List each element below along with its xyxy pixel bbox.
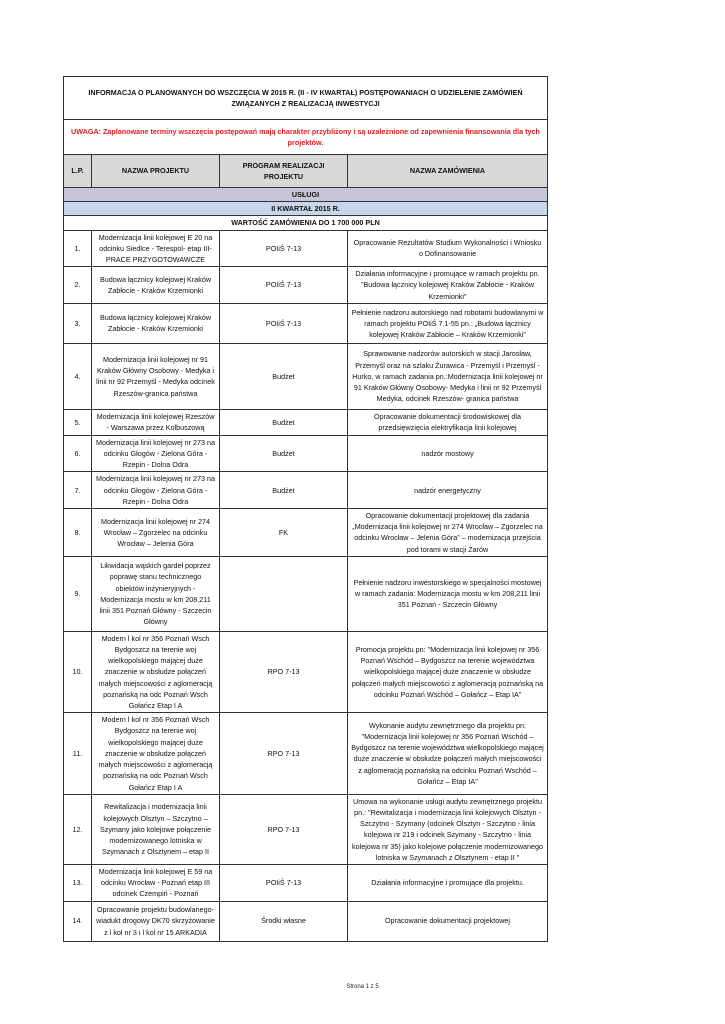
row-order-name: Pełnienie nadzoru autorskiego nad robotami budowlanymi w ramach projektu POIiŚ 7.1-55 pn.: „Budowa łącznicy kolejowej Kraków Zabłocie – Kraków Krzemionki” (348, 303, 548, 343)
column-header-order: NAZWA ZAMÓWIENIA (348, 155, 548, 188)
row-lp: 3. (64, 303, 92, 343)
row-program: Budżet (220, 409, 348, 435)
table-row (64, 435, 548, 472)
row-order-name: Sprawowanie nadzorów autorskich w stacji Jarosław, Przemyśl oraz na szlaku Żurawica - Przemyśl i Przemyśl - Hurko, w ramach zadania pn.:Modernizacja linii kolejowej nr 91 Kraków Główny Osobowy- Medyka i linii nr 92 Przemyśl Medyka, odcinek Rzeszów- granica państwa (348, 343, 548, 409)
row-order-name: Opracowanie dokumentacji projektowej (348, 901, 548, 941)
row-project-name: Modernizacja linii kolejowej E 59 na odcinku Wrocław - Poznań etap III odcinek Czempiń - Poznań (92, 864, 220, 901)
row-project-name: Modernizacja linii kolejowej Rzeszów - Warszawa przez Kolbuszową (92, 409, 220, 435)
table-row (64, 303, 548, 343)
column-header-lp: L.P. (64, 155, 92, 188)
column-header-program: PROGRAM REALIZACJI PROJEKTU (220, 155, 348, 188)
row-program: RPO 7-13 (220, 794, 348, 864)
table-row (64, 901, 548, 941)
row-project-name: Modernizacja linii kolejowej nr 274 Wrocław – Zgorzelec na odcinku Wrocław – Jelenia Góra (92, 509, 220, 557)
row-lp: 14. (64, 901, 92, 941)
row-order-name: nadzór mostowy (348, 435, 548, 472)
row-project-name: Rewitalizacja i modernizacja linii kolejowych Olsztyn – Szczytno – Szymany jako kolejowe połączenie modernizowanego lotniska w Szymanach z Olsztynem – etap II (92, 794, 220, 864)
row-order-name: Opracowanie Rezultatów Studium Wykonalności i Wniosku o Dofinansowanie (348, 230, 548, 267)
row-project-name: Modernizacja linii kolejowej nr 273 na odcinku Głogów - Zielona Góra - Rzepin - Dolna Odra (92, 435, 220, 472)
row-program (220, 556, 348, 631)
row-project-name: Opracowanie projektu budowlanego-wiadukt drogowy DK70 skrzyżowanie z l kol nr 3 i l kol nr 15 ARKADIA (92, 901, 220, 941)
row-order-name: nadzór energetyczny (348, 472, 548, 509)
procurement-table (63, 76, 548, 942)
table-row (64, 864, 548, 901)
header-row (64, 155, 548, 188)
table-row (64, 556, 548, 631)
row-order-name: Działania informacyjne i promujące w ramach projektu pn. "Budowa łącznicy kolejowej Kraków Zabłocie - Kraków Krzemionki" (348, 267, 548, 304)
row-lp: 7. (64, 472, 92, 509)
row-program: POIiŚ 7-13 (220, 303, 348, 343)
column-header-project: NAZWA PROJEKTU (92, 155, 220, 188)
quarter-row (64, 202, 548, 216)
row-order-name: Opracowanie dokumentacji środowiskowej dla przedsięwzięcia elektryfikacja linii kolejowej (348, 409, 548, 435)
value-range-title: WARTOŚĆ ZAMÓWIENIA DO 1 700 000 PLN (64, 216, 548, 230)
row-program: RPO 7-13 (220, 631, 348, 712)
row-project-name: Likwidacja wąskich gardeł poprzez poprawę stanu technicznego obiektów inżynieryjnych - Modernizacja mostu w km 208,211 linii 351 Poznań Główny - Szczecin Główny (92, 556, 220, 631)
row-program: Budżet (220, 343, 348, 409)
row-project-name: Modernizacja linii kolejowej nr 91 Kraków Główny Osobowy - Medyka i linii nr 92 Przemyśl - Medyka odcinek Rzeszów-granica państwa (92, 343, 220, 409)
row-lp: 12. (64, 794, 92, 864)
row-lp: 11. (64, 713, 92, 794)
row-lp: 10. (64, 631, 92, 712)
row-lp: 13. (64, 864, 92, 901)
row-program: POIiŚ 7-13 (220, 864, 348, 901)
row-program: Środki własne (220, 901, 348, 941)
row-lp: 2. (64, 267, 92, 304)
row-program: FK (220, 509, 348, 557)
table-row (64, 472, 548, 509)
document-title: INFORMACJA O PLANOWANYCH DO WSZCZĘCIA W 2015 R. (II - IV KWARTAŁ) POSTĘPOWANIACH O UDZIELENIE ZAMÓWIEŃ ZWIĄZANYCH Z REALIZACJĄ INWESTYCJI (64, 77, 548, 120)
row-order-name: Promocja projektu pn: "Modernizacja linii kolejowej nr 356 Poznań Wschód – Bydgoszcz na terenie województwa wielkopolskiego mającej duże znaczenie w obsłudze połączeń małych miejscowości z aglomeracją poznańską na odcinku Poznań Wschód – Gołańcz – Etap IA” (348, 631, 548, 712)
section-row (64, 188, 548, 202)
table-row (64, 631, 548, 712)
row-program: RPO 7-13 (220, 713, 348, 794)
row-order-name: Działania informacyjne i promujące dla projektu. (348, 864, 548, 901)
row-program: Budżet (220, 472, 348, 509)
row-order-name: Wykonanie audytu zewnętrznego dla projektu pn: "Modernizacja linii kolejowej nr 356 Poznań Wschód – Bydgoszcz na terenie województwa wielkopolskiego mającej duże znaczenie w obsłudze połączeń małych miejscowości z aglomeracją poznańską na odcinku Poznań Wschód – Gołańcz – Etap IA" (348, 713, 548, 794)
row-project-name: Budowa łącznicy kolejowej Kraków Zabłocie - Kraków Krzemionki (92, 267, 220, 304)
row-order-name: Pełnienie nadzoru inwestorskiego w specjalności mostowej w ramach zadania: Modernizacja mostu w km 208,211 linii 351 Poznań - Szczecin Główny (348, 556, 548, 631)
row-project-name: Budowa łącznicy kolejowej Kraków Zabłocie - Kraków Krzemionki (92, 303, 220, 343)
row-program: POIiŚ 7-13 (220, 267, 348, 304)
row-lp: 1. (64, 230, 92, 267)
row-lp: 5. (64, 409, 92, 435)
row-program: Budżet (220, 435, 348, 472)
table-row (64, 343, 548, 409)
row-project-name: Modernizacja linii kolejowej nr 273 na odcinku Głogów - Zielona Góra - Rzepin - Dolna Odra (92, 472, 220, 509)
row-lp: 8. (64, 509, 92, 557)
table-row (64, 713, 548, 794)
row-lp: 6. (64, 435, 92, 472)
row-project-name: Modern l kol nr 356 Poznań Wsch Bydgoszcz na terenie woj wielkopolskiego mającej duże znaczenie w obsłudze połączeń małych miejscowości z aglomeracją poznańską na odc Poznań Wsch Gołańcz Etap I A (92, 713, 220, 794)
row-project-name: Modernizacja linii kolejowej E 20 na odcinku Siedlce - Terespol- etap III- PRACE PRZYGOTOWAWCZE (92, 230, 220, 267)
warning-row (64, 120, 548, 155)
table-row (64, 794, 548, 864)
row-program: POIiŚ 7-13 (220, 230, 348, 267)
row-project-name: Modern l kol nr 356 Poznań Wsch Bydgoszcz na terenie woj wielkopolskiego mającej duże znaczenie w obsłudze połączeń małych miejscowości z aglomeracją poznańską na odc Poznań Wsch Gołańcz Etap I A (92, 631, 220, 712)
row-lp: 4. (64, 343, 92, 409)
table-row (64, 509, 548, 557)
row-order-name: Umowa na wykonanie usługi audytu zewnętrznego projektu pn.: "Rewitalizacja i modernizacja linii kolejowych Olsztyn - Szczytno - Szymany (odcinek Olsztyn - Szczytno - linia kolejowa nr 219 i odcinek Szymany - Szczytno - linia kolejowa nr 35) jako kolejowe połączenie modernizowanego lotniska w Szymanach z Olsztynem - etap II " (348, 794, 548, 864)
row-lp: 9. (64, 556, 92, 631)
title-row (64, 77, 548, 120)
page-footer: Strona 1 z 5 (346, 984, 379, 990)
table-row (64, 230, 548, 267)
row-order-name: Opracowanie dokumentacji projektowej dla zadania „Modernizacja linii kolejowej nr 274 Wrocław – Zgorzelec na odcinku Wrocław – Jelenia Góra” – modernizacja przejścia pod torami w stacji Żarów (348, 509, 548, 557)
warning-note: UWAGA: Zaplanowane terminy wszczęcia postępowań mają charakter przybliżony i są uzależnione od zapewnienia finansowania dla tych projektów. (64, 120, 548, 155)
quarter-title: II KWARTAŁ 2015 R. (64, 202, 548, 216)
table-row (64, 267, 548, 304)
section-title: USŁUGI (64, 188, 548, 202)
table-row (64, 409, 548, 435)
value-row (64, 216, 548, 230)
